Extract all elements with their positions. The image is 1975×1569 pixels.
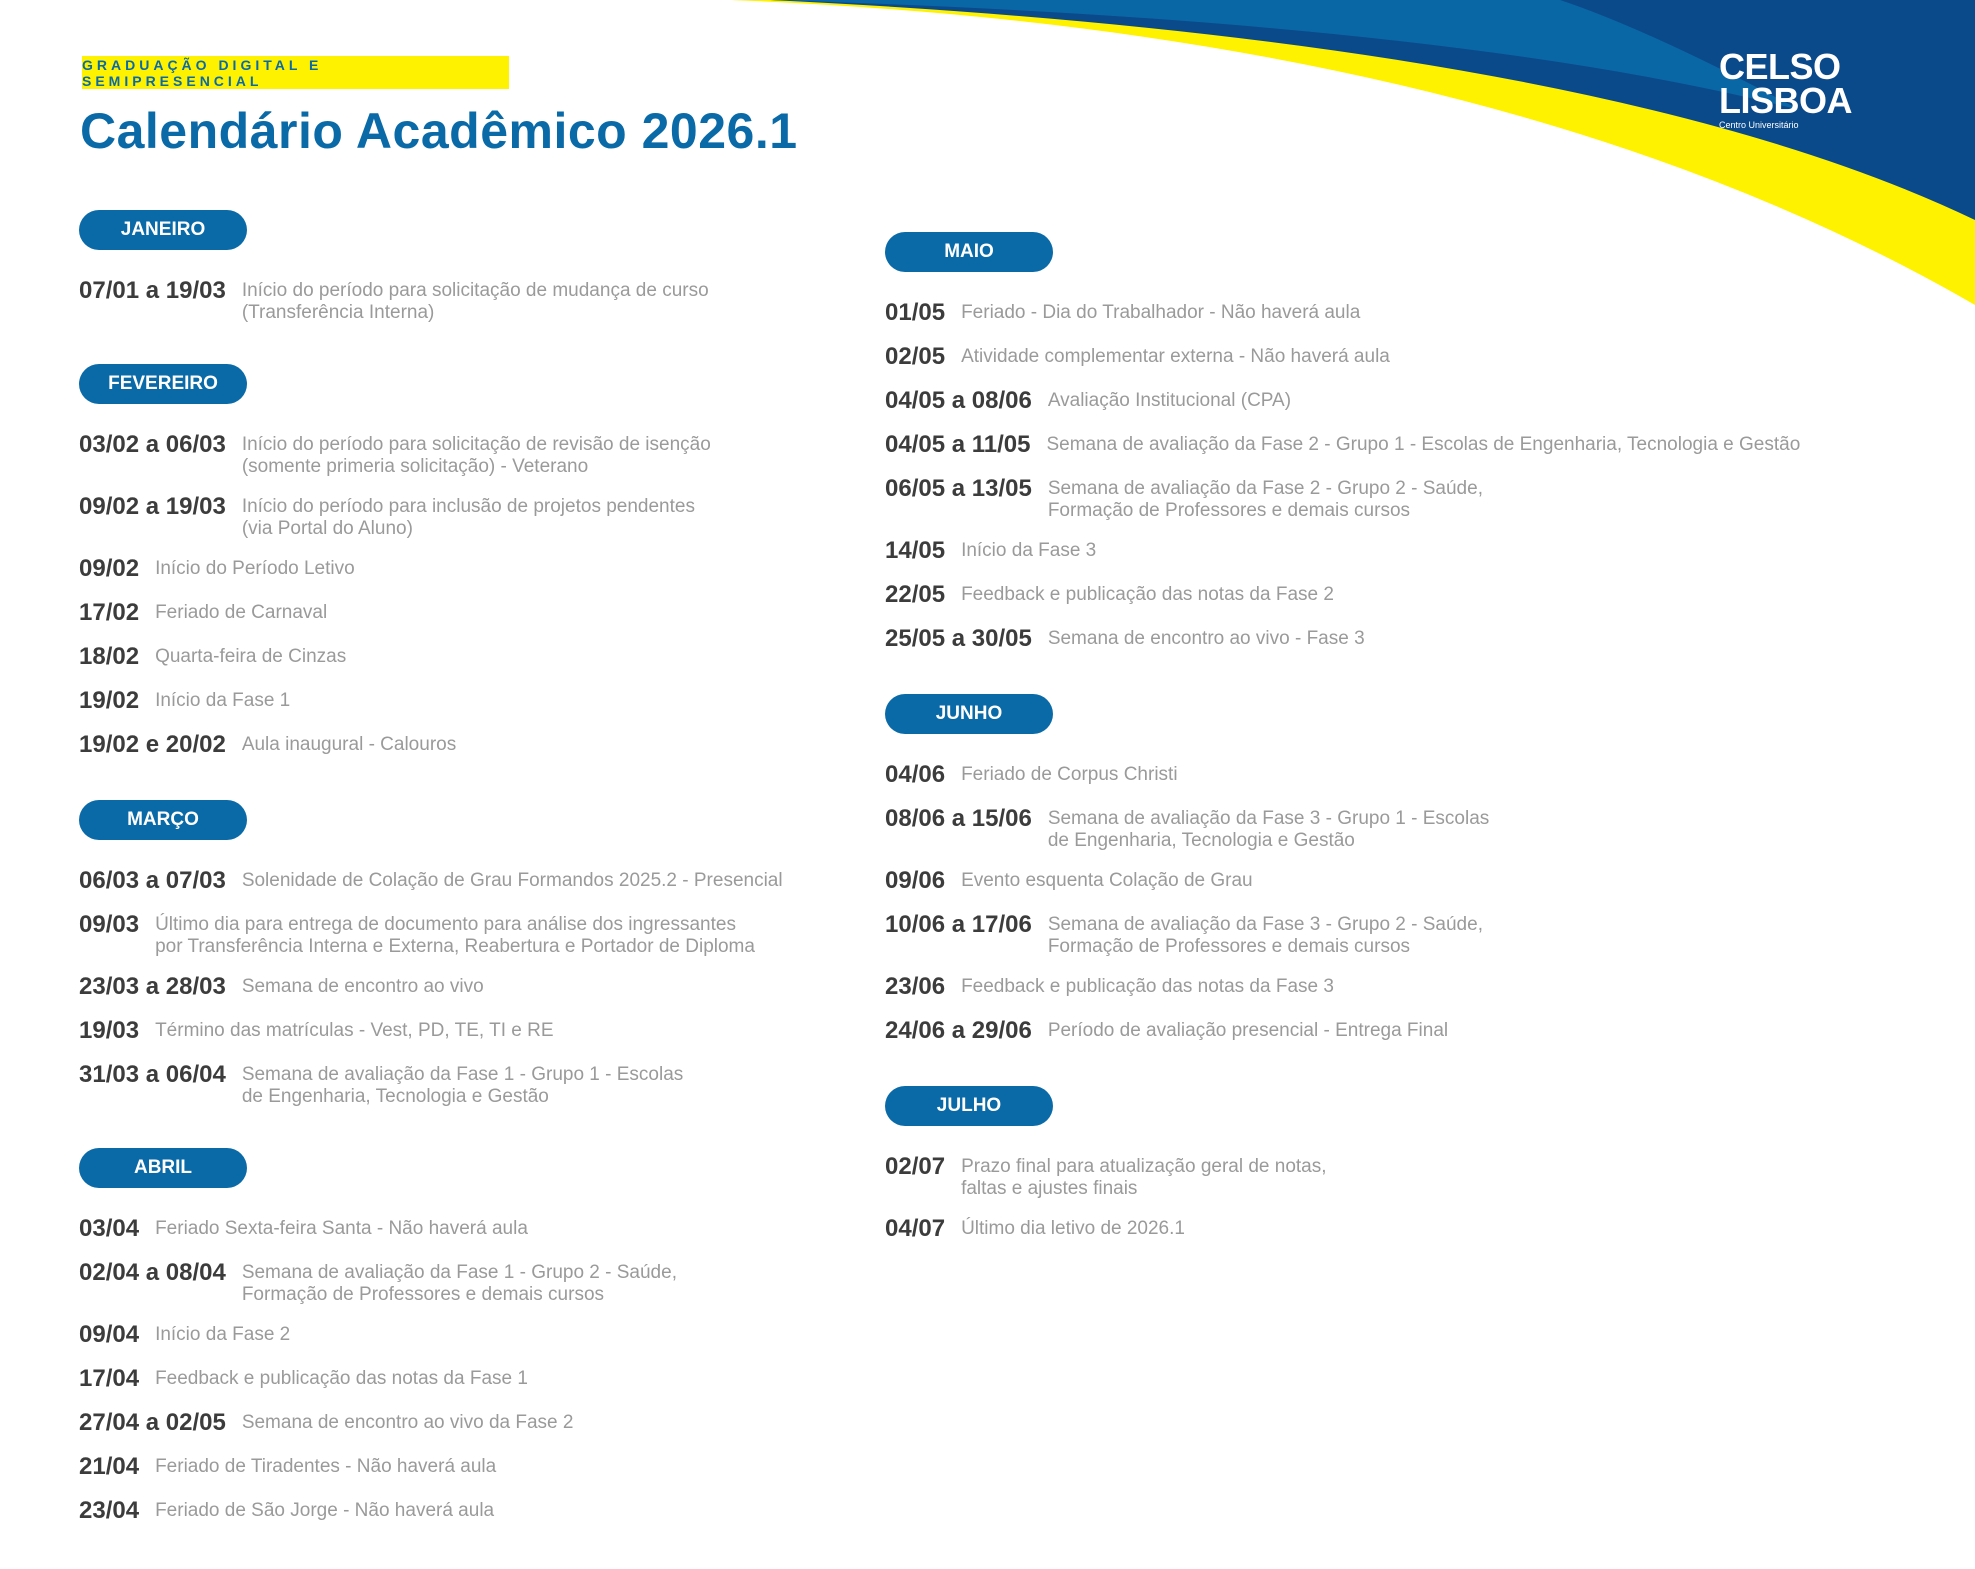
calendar-entry: [79, 276, 879, 324]
entry-date: 02/04 a 08/04: [79, 1259, 226, 1286]
calendar-entry: [885, 536, 1945, 566]
calendar-entry: [79, 430, 879, 478]
calendar-entry: [885, 474, 1945, 522]
calendar-entry: [79, 598, 879, 628]
entry-date: 19/03: [79, 1017, 140, 1044]
entry-date: 09/02: [79, 555, 140, 582]
entry-date: 24/06 a 29/06: [885, 1017, 1032, 1044]
month-pill: JUNHO: [885, 694, 1053, 734]
entry-date: 09/06: [885, 867, 946, 894]
calendar-entry: [79, 866, 879, 896]
entry-date: 27/04 a 02/05: [79, 1409, 226, 1436]
entry-description: Início da Fase 2: [155, 1324, 291, 1345]
calendar-entry: [79, 554, 879, 584]
celso-lisboa-logo: [1719, 46, 1853, 130]
calendar-entry: [79, 1496, 879, 1526]
entry-date: 14/05: [885, 537, 946, 564]
entry-description: Aula inaugural - Calouros: [241, 734, 457, 755]
entry-date: 23/03 a 28/03: [79, 973, 226, 1000]
entry-date: 25/05 a 30/05: [885, 625, 1032, 652]
month-pill: MAIO: [885, 232, 1053, 272]
logo-line-2: LISBOA: [1719, 80, 1853, 121]
month-entries: [79, 866, 879, 1108]
calendar-entry: [885, 386, 1945, 416]
entry-date: 04/05 a 11/05: [885, 431, 1031, 458]
entry-description: Feriado de Corpus Christi: [961, 764, 1178, 785]
month-section: [79, 1148, 879, 1526]
calendar-entry: [885, 1016, 1945, 1046]
entry-description: Término das matrículas - Vest, PD, TE, TI e RE: [155, 1020, 554, 1041]
entry-description: Avaliação Institucional (CPA): [1047, 390, 1292, 411]
entry-description: Feriado de Carnaval: [155, 602, 328, 623]
month-section: [885, 1086, 1945, 1244]
month-entries: [79, 276, 879, 324]
entry-description: Início da Fase 1: [155, 690, 291, 711]
entry-date: 09/02 a 19/03: [79, 493, 226, 520]
calendar-entry: [79, 1060, 879, 1108]
entry-description: Prazo final para atualização geral de notas, faltas e ajustes finais: [961, 1156, 1327, 1199]
entry-description: Evento esquenta Colação de Grau: [961, 870, 1253, 891]
entry-date: 08/06 a 15/06: [885, 805, 1032, 832]
calendar-entry: [79, 1452, 879, 1482]
entry-date: 21/04: [79, 1453, 140, 1480]
entry-description: Semana de avaliação da Fase 1 - Grupo 2 - Saúde, Formação de Professores e demais cursos: [241, 1262, 677, 1305]
entry-description: Início do período para solicitação de revisão de isenção (somente primeria solicitação) - Veterano: [241, 434, 711, 477]
month-entries: [79, 430, 879, 760]
month-pill: JULHO: [885, 1086, 1053, 1126]
month-pill: FEVEREIRO: [79, 364, 247, 404]
entry-description: Feriado de São Jorge - Não haverá aula: [155, 1500, 495, 1521]
entry-date: 04/05 a 08/06: [885, 387, 1032, 414]
entry-date: 09/03: [79, 911, 140, 938]
calendar-entry: [79, 492, 879, 540]
month-entries: [885, 760, 1945, 1046]
entry-description: Semana de encontro ao vivo da Fase 2: [241, 1412, 574, 1433]
entry-description: Início do período para solicitação de mudança de curso (Transferência Interna): [241, 280, 709, 323]
calendar-entry: [885, 910, 1945, 958]
calendar-entry: [79, 1016, 879, 1046]
calendar-entry: [885, 760, 1945, 790]
entry-date: 06/05 a 13/05: [885, 475, 1032, 502]
calendar-entry: [79, 730, 879, 760]
month-section: [885, 232, 1945, 654]
calendar-entry: [885, 580, 1945, 610]
entry-description: Feriado - Dia do Trabalhador - Não haverá aula: [961, 302, 1361, 323]
month-section: [79, 364, 879, 760]
entry-description: Período de avaliação presencial - Entrega Final: [1047, 1020, 1449, 1041]
entry-description: Feriado Sexta-feira Santa - Não haverá aula: [155, 1218, 528, 1239]
entry-date: 18/02: [79, 643, 140, 670]
entry-date: 04/06: [885, 761, 946, 788]
entry-date: 01/05: [885, 299, 946, 326]
calendar-entry: [79, 1408, 879, 1438]
entry-date: 03/02 a 06/03: [79, 431, 226, 458]
month-entries: [885, 1152, 1945, 1244]
month-entries: [79, 1214, 879, 1526]
entry-description: Último dia letivo de 2026.1: [961, 1218, 1185, 1239]
entry-description: Semana de avaliação da Fase 3 - Grupo 2 - Saúde, Formação de Professores e demais cursos: [1047, 914, 1483, 957]
program-tag: GRADUAÇÃO DIGITAL E SEMIPRESENCIAL: [82, 56, 509, 89]
entry-date: 19/02 e 20/02: [79, 731, 226, 758]
month-pill: JANEIRO: [79, 210, 247, 250]
entry-description: Quarta-feira de Cinzas: [155, 646, 347, 667]
calendar-entry: [885, 866, 1945, 896]
entry-date: 09/04: [79, 1321, 140, 1348]
entry-description: Feriado de Tiradentes - Não haverá aula: [155, 1456, 497, 1477]
month-section: [79, 800, 879, 1108]
entry-description: Último dia para entrega de documento para análise dos ingressantes por Transferência Interna e Externa, Reabertura e Portador de Diploma: [155, 914, 755, 957]
entry-description: Início do Período Letivo: [155, 558, 355, 579]
entry-date: 10/06 a 17/06: [885, 911, 1032, 938]
logo-subtitle: Centro Universitário: [1719, 120, 1799, 130]
entry-description: Semana de encontro ao vivo: [241, 976, 484, 997]
calendar-entry: [79, 972, 879, 1002]
calendar-entry: [79, 910, 879, 958]
entry-date: 31/03 a 06/04: [79, 1061, 226, 1088]
month-pill: ABRIL: [79, 1148, 247, 1188]
calendar-entry: [79, 686, 879, 716]
entry-description: Semana de avaliação da Fase 3 - Grupo 1 - Escolas de Engenharia, Tecnologia e Gestão: [1047, 808, 1490, 851]
entry-description: Semana de avaliação da Fase 1 - Grupo 1 - Escolas de Engenharia, Tecnologia e Gestão: [241, 1064, 684, 1107]
entry-date: 02/05: [885, 343, 946, 370]
entry-description: Semana de avaliação da Fase 2 - Grupo 2 - Saúde, Formação de Professores e demais cursos: [1047, 478, 1483, 521]
entry-description: Atividade complementar externa - Não haverá aula: [961, 346, 1390, 367]
entry-date: 02/07: [885, 1153, 946, 1180]
calendar-entry: [79, 1258, 879, 1306]
calendar-entry: [79, 642, 879, 672]
calendar-entry: [885, 804, 1945, 852]
entry-date: 22/05: [885, 581, 946, 608]
entry-description: Semana de avaliação da Fase 2 - Grupo 1 - Escolas de Engenharia, Tecnologia e Gestão: [1046, 434, 1801, 455]
month-entries: [885, 298, 1945, 654]
entry-date: 17/04: [79, 1365, 140, 1392]
entry-description: Início da Fase 3: [961, 540, 1097, 561]
entry-date: 19/02: [79, 687, 140, 714]
entry-description: Início do período para inclusão de projetos pendentes (via Portal do Aluno): [241, 496, 695, 539]
calendar-entry: [885, 298, 1945, 328]
entry-date: 17/02: [79, 599, 140, 626]
calendar-entry: [79, 1364, 879, 1394]
entry-description: Feedback e publicação das notas da Fase 3: [961, 976, 1334, 997]
entry-date: 04/07: [885, 1215, 946, 1242]
calendar-entry: [885, 972, 1945, 1002]
calendar-entry: [885, 430, 1945, 460]
month-section: [79, 210, 879, 324]
logo-line-1: CELSO: [1719, 46, 1841, 87]
entry-description: Feedback e publicação das notas da Fase 1: [155, 1368, 528, 1389]
entry-description: Semana de encontro ao vivo - Fase 3: [1047, 628, 1365, 649]
entry-date: 03/04: [79, 1215, 140, 1242]
left-column: [79, 210, 879, 1566]
calendar-entry: [79, 1320, 879, 1350]
entry-date: 07/01 a 19/03: [79, 277, 226, 304]
entry-description: Feedback e publicação das notas da Fase 2: [961, 584, 1334, 605]
month-pill: MARÇO: [79, 800, 247, 840]
right-column: [885, 232, 1945, 1284]
month-section: [885, 694, 1945, 1046]
entry-date: 23/06: [885, 973, 946, 1000]
entry-date: 06/03 a 07/03: [79, 867, 226, 894]
calendar-entry: [885, 342, 1945, 372]
entry-date: 23/04: [79, 1497, 140, 1524]
page-title: Calendário Acadêmico 2026.1: [80, 103, 798, 159]
calendar-entry: [885, 1214, 1945, 1244]
calendar-entry: [885, 1152, 1945, 1200]
calendar-entry: [885, 624, 1945, 654]
calendar-entry: [79, 1214, 879, 1244]
entry-description: Solenidade de Colação de Grau Formandos 2025.2 - Presencial: [241, 870, 783, 891]
